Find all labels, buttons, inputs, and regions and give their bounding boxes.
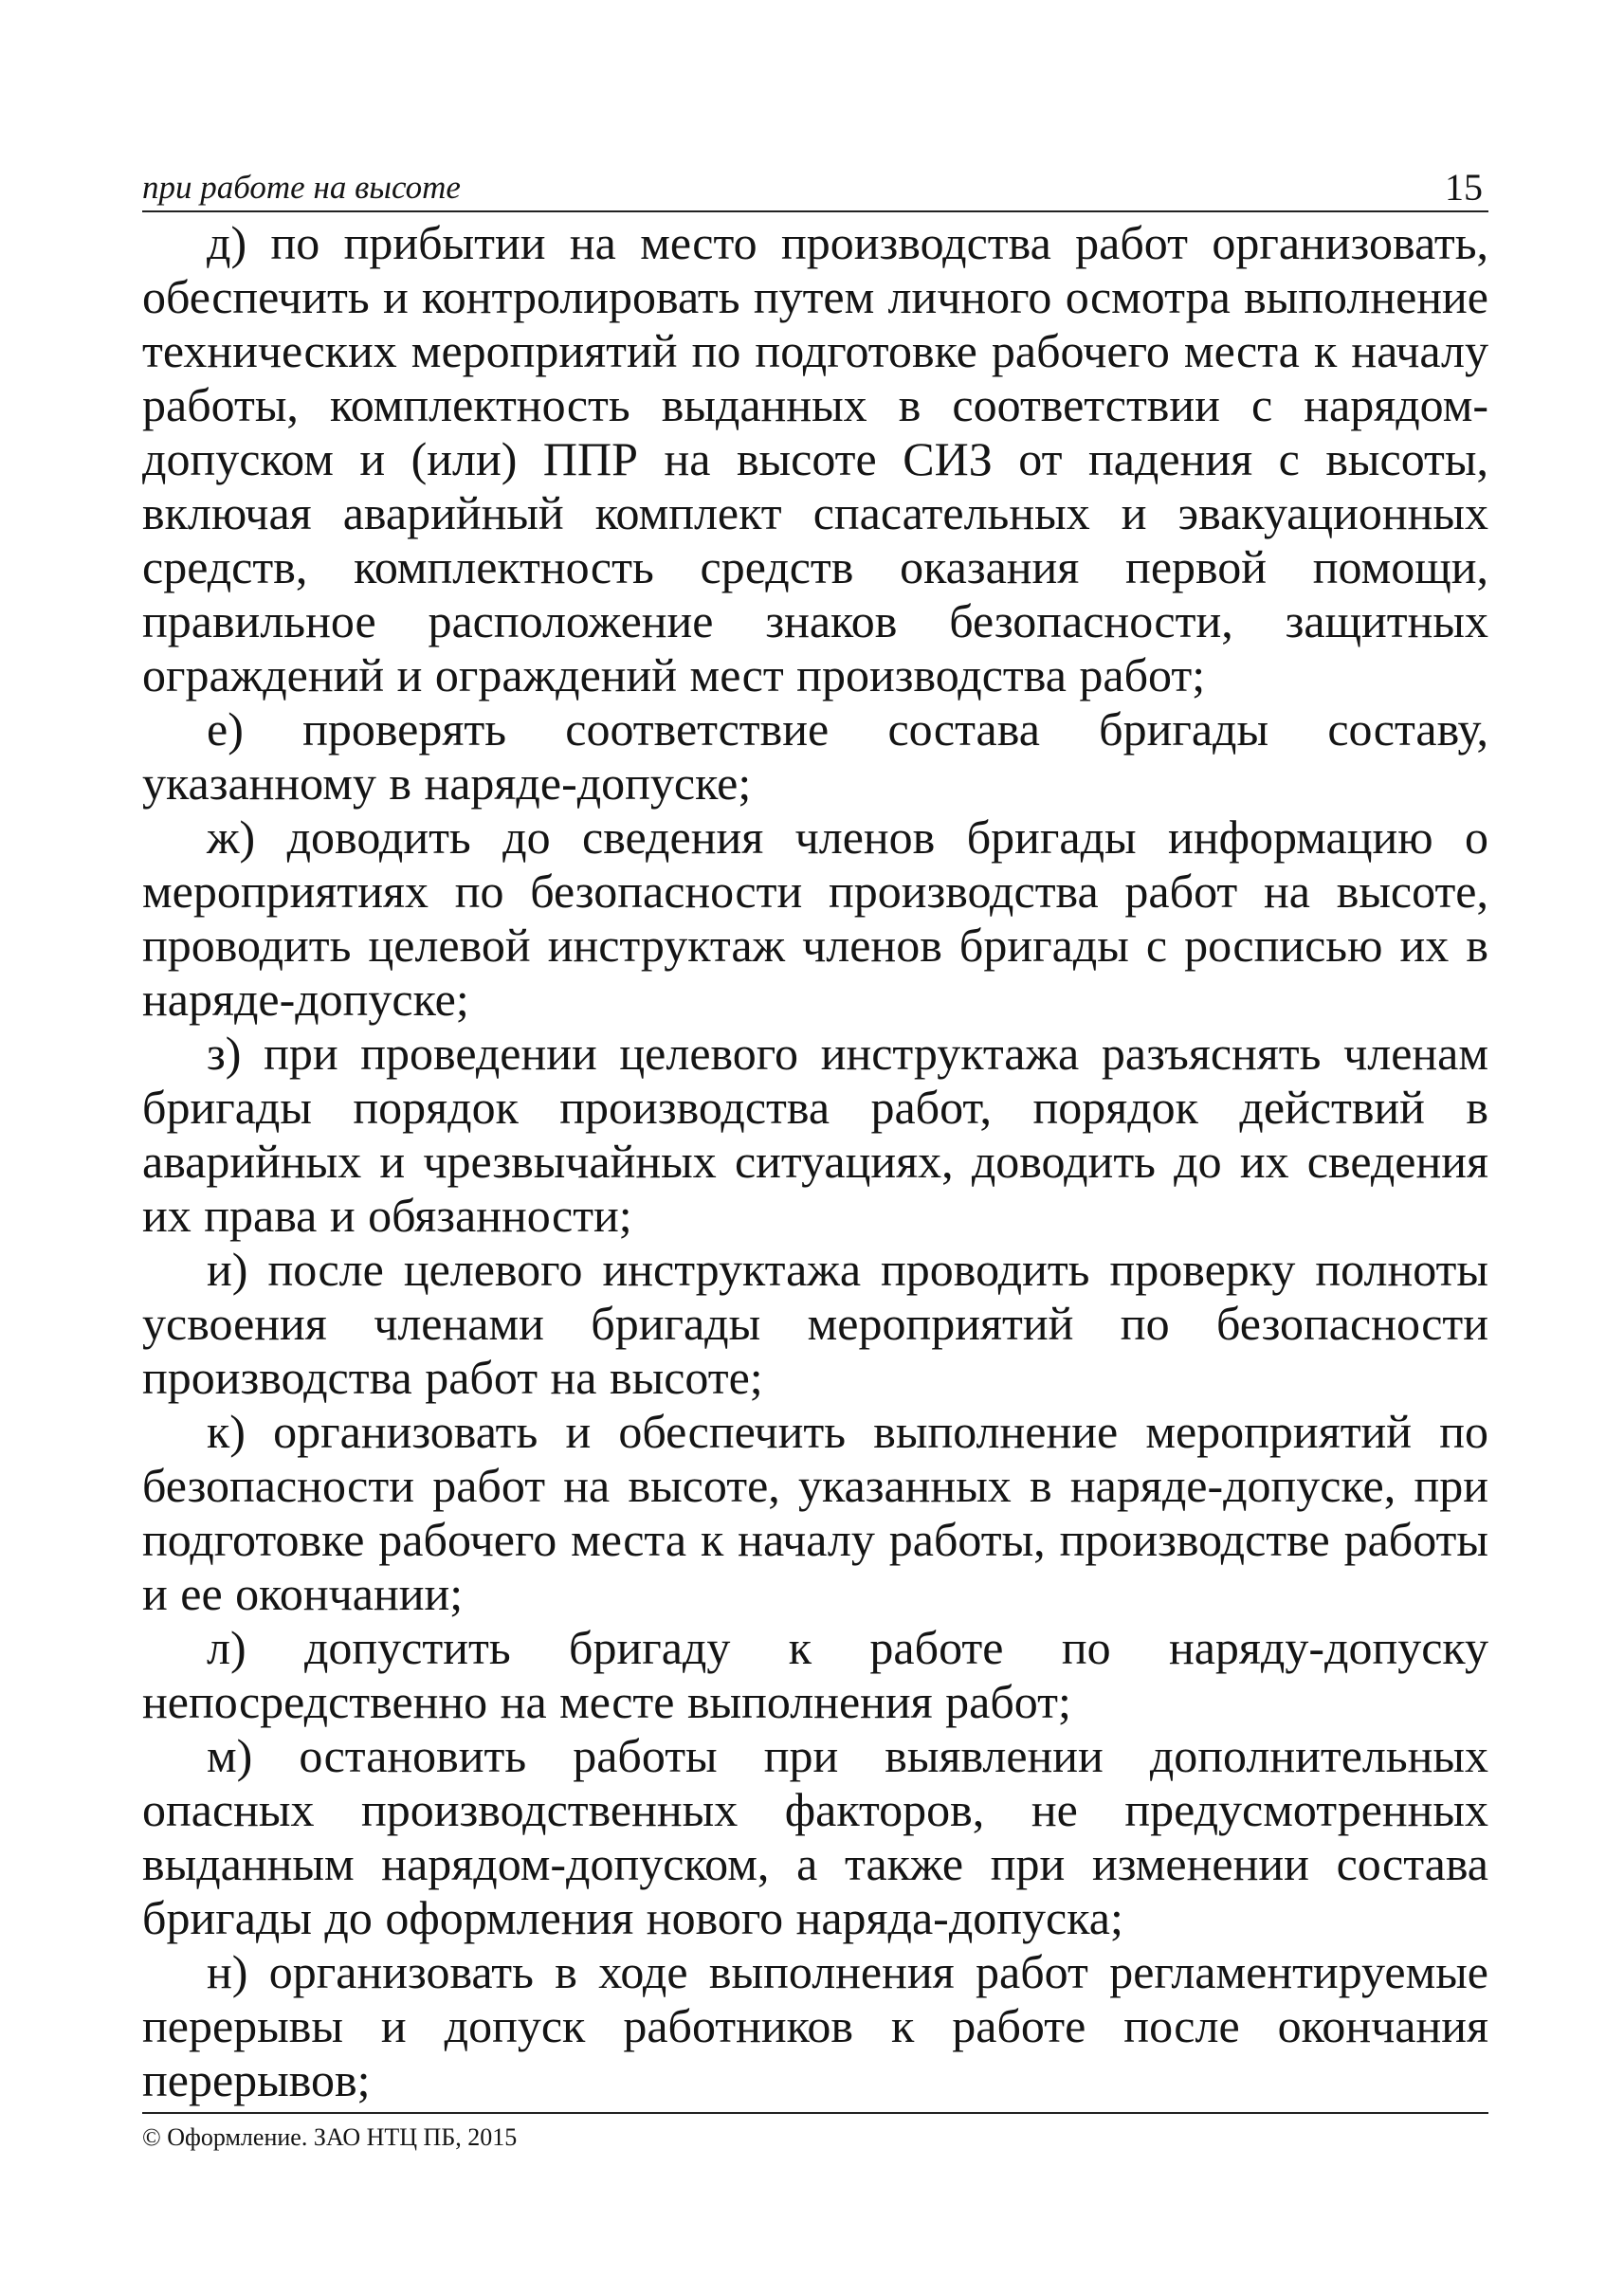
page-footer — [142, 2112, 1488, 2152]
list-item-i: и) после целевого инструктажа проводить проверку полноты усвоения членами бригады мероприятий по безопасности производства работ на высоте; — [142, 1243, 1488, 1404]
list-item-n: н) организовать в ходе выполнения работ регламентируемые перерывы и допуск работников к работе после окончания перерывов; — [142, 1945, 1488, 2106]
list-item-e: е) проверять соответствие состава бригады составу, указанному в наряде-допуске; — [142, 702, 1488, 810]
running-title: при работе на высоте — [142, 169, 461, 206]
list-item-z: з) при проведении целевого инструктажа разъяснять членам бригады порядок производства работ, порядок действий в аварийных и чрезвычайных ситуациях, доводить до их сведения их права и обязанности; — [142, 1027, 1488, 1242]
list-item-zh: ж) доводить до сведения членов бригады информацию о мероприятиях по безопасности производства работ на высоте, проводить целевой инструктаж членов бригады с росписью их в наряде-допуске; — [142, 811, 1488, 1026]
running-header — [142, 159, 1488, 212]
page — [142, 159, 1488, 2107]
list-item-l: л) допустить бригаду к работе по наряду-допуску непосредственно на месте выполнения работ; — [142, 1621, 1488, 1728]
body-text — [142, 216, 1488, 2107]
list-item-k: к) организовать и обеспечить выполнение мероприятий по безопасности работ на высоте, указанных в наряде-допуске, при подготовке рабочего места к началу работы, производстве работы и ее окончании; — [142, 1405, 1488, 1620]
list-item-d: д) по прибытии на место производства работ организовать, обеспечить и контролировать путем личного осмотра выполнение технических мероприятий по подготовке рабочего места к началу работы, комплектность выданных в соответствии с нарядом-допуском и (или) ППР на высоте СИЗ от падения с высоты, включая аварийный комплект спасательных и эвакуационных средств, комплектность средств оказания первой помощи, правильное расположение знаков безопасности, защитных ограждений и ограждений мест производства работ; — [142, 216, 1488, 701]
copyright-notice: © Оформление. ЗАО НТЦ ПБ, 2015 — [142, 2123, 518, 2151]
list-item-m: м) остановить работы при выявлении дополнительных опасных производственных факторов, не предусмотренных выданным нарядом-допуском, а также при изменении состава бригады до оформления нового наряда-допуска; — [142, 1729, 1488, 1944]
page-number: 15 — [1445, 166, 1483, 209]
